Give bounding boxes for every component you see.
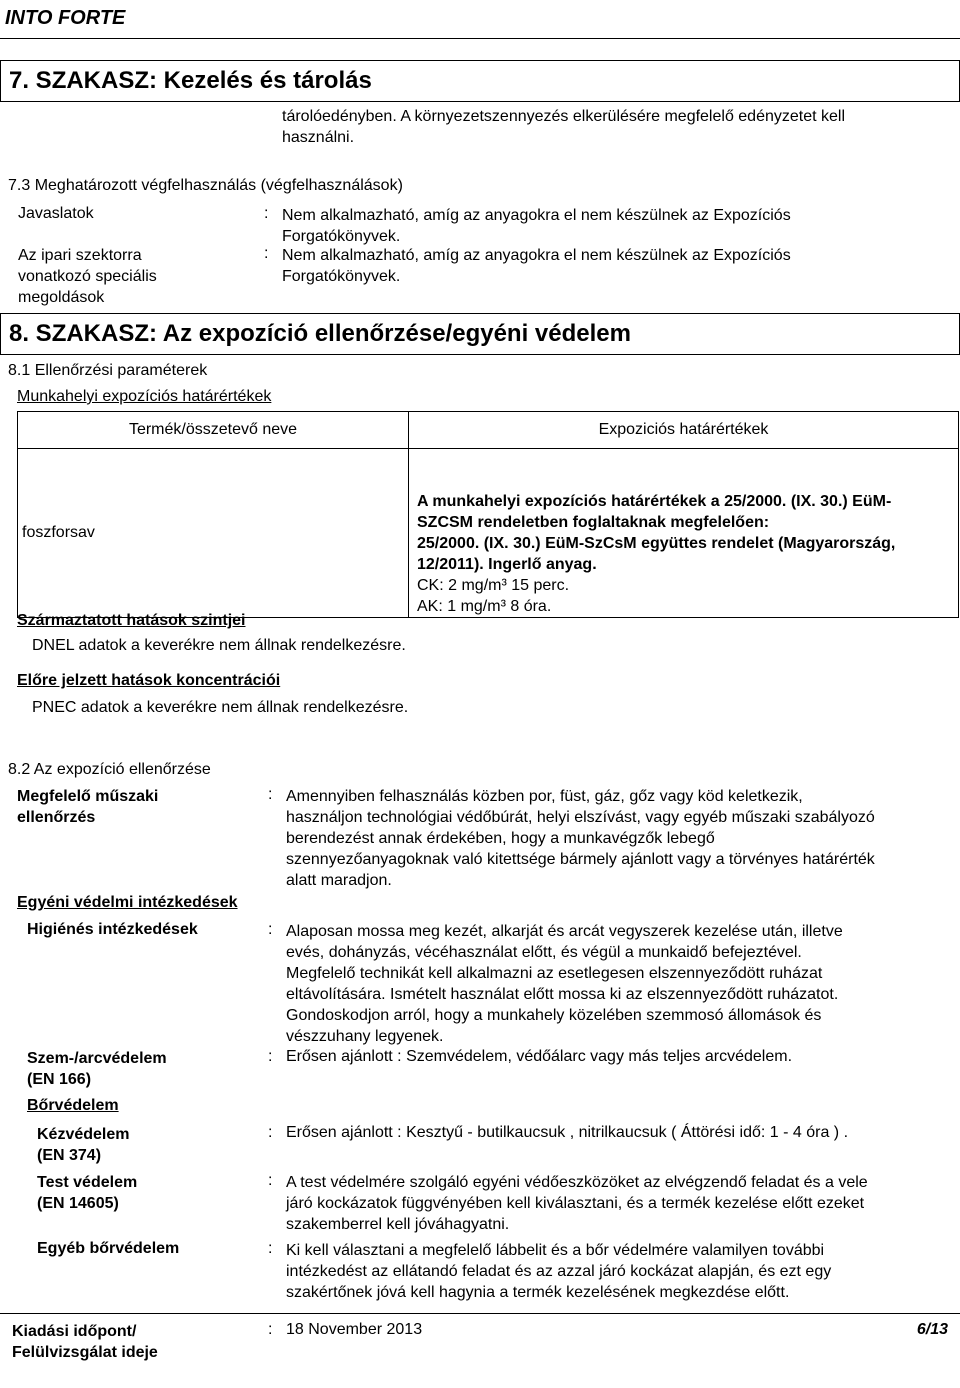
column-header: Expoziciós határértékek	[598, 421, 769, 438]
section-7-continuation	[282, 106, 845, 148]
section-7-title: 7. SZAKASZ: Kezelés és tárolás	[9, 67, 372, 94]
eye-protection-value: Erősen ajánlott : Szemvédelem, védőálarc vagy más teljes arcvédelem.	[286, 1048, 793, 1065]
text-line: megoldások	[18, 289, 105, 306]
text-line: eltávolítására. Ismételt használat előtt mossa ki az elszennyeződött ruházatot.	[286, 986, 839, 1003]
colon: :	[264, 245, 269, 262]
recommendations-value	[282, 205, 791, 247]
colon: :	[268, 1240, 273, 1257]
text-line: vészzuhany legyenek.	[286, 1028, 444, 1045]
text-line: Amennyiben felhasználás közben por, füst, gáz, gőz vagy köd keletkezik,	[286, 788, 803, 805]
table-cell-product	[18, 449, 409, 618]
issue-date-value: 18 November 2013	[286, 1321, 423, 1338]
section-8-heading	[0, 313, 960, 355]
eye-protection-label	[27, 1048, 167, 1090]
industry-value	[282, 245, 791, 287]
text-line: Kiadási időpont/	[12, 1323, 137, 1340]
table-cell-limits	[409, 449, 959, 618]
hygiene-value	[286, 921, 843, 1047]
subsection-8-2-title: 8.2 Az expozíció ellenőrzése	[8, 761, 211, 778]
text-line: SZCSM rendeletben foglaltaknak megfelelően:	[417, 514, 770, 531]
recommendations-label: Javaslatok	[18, 205, 94, 222]
text-line: Kézvédelem	[37, 1126, 130, 1143]
text-line: Gondoskodjon arról, hogy a munkahely közelében szemmosó állomások és	[286, 1007, 822, 1024]
text-line: Megfelelő műszaki	[17, 788, 159, 805]
text-line: A test védelmére szolgáló egyéni védőeszközöket az elvégzendő feladat és a vele	[286, 1174, 868, 1191]
section-8-title: 8. SZAKASZ: Az expozíció ellenőrzése/egyéni védelem	[9, 320, 631, 347]
text-line: ellenőrzés	[17, 809, 96, 826]
text-line: szakemberrel kell jóváhagyatni.	[286, 1216, 510, 1233]
text-line: berendezést annak érdekében, hogy a munkavégzők lebegő	[286, 830, 715, 847]
subsection-7-3-title: 7.3 Meghatározott végfelhasználás (végfelhasználások)	[8, 177, 403, 194]
text-line: Nem alkalmazható, amíg az anyagokra el nem készülnek az Expozíciós	[282, 207, 791, 224]
text-line: járó kockázatok függvényében kell kiválasztani, és a termék kezelése előtt ezeket	[286, 1195, 865, 1212]
text-line: A munkahelyi expozíciós határértékek a 25/2000. (IX. 30.) EüM-	[417, 493, 892, 510]
text-line: Megfelelő technikát kell alkalmazni az esetlegesen elszennyeződött ruházat	[286, 965, 823, 982]
colon: :	[268, 1124, 273, 1141]
text-line: Szem-/arcvédelem	[27, 1050, 167, 1067]
text-line: használni.	[282, 129, 355, 146]
text-line: Az ipari szektorra	[18, 247, 142, 264]
footer-divider	[0, 1313, 960, 1314]
text-line: szakértőnek jóvá kell hagynia a termék kezelésének megkezdése előtt.	[286, 1284, 790, 1301]
issue-date-label	[12, 1321, 158, 1363]
product-name: foszforsav	[22, 524, 95, 541]
text-line: Forgatókönyvek.	[282, 268, 401, 285]
colon: :	[268, 1321, 273, 1338]
table-header-limits	[409, 412, 959, 449]
text-line: Nem alkalmazható, amíg az anyagokra el nem készülnek az Expozíciós	[282, 247, 791, 264]
pnec-heading: Előre jelzett hatások koncentrációi	[17, 672, 281, 689]
hand-protection-value: Erősen ajánlott : Kesztyű - butilkaucsuk , nitrilkaucsuk ( Áttörési idő: 1 - 4 óra ) .	[286, 1124, 849, 1141]
colon: :	[264, 205, 269, 222]
section-7-heading	[0, 60, 960, 102]
table-header-product	[18, 412, 409, 449]
pnec-text: PNEC adatok a keverékre nem állnak rendelkezésre.	[32, 699, 409, 716]
text-line: CK: 2 mg/m³ 15 perc.	[417, 577, 570, 594]
engineering-controls-label	[17, 786, 158, 828]
hygiene-label: Higiénés intézkedések	[27, 921, 198, 938]
colon: :	[268, 786, 273, 803]
company-name: INTO FORTE	[5, 7, 126, 29]
body-protection-value	[286, 1172, 868, 1235]
engineering-controls-value	[286, 786, 875, 891]
page-number: 6/13	[916, 1321, 948, 1338]
dnel-text: DNEL adatok a keverékre nem állnak rendelkezésre.	[32, 637, 406, 654]
text-line: Forgatókönyvek.	[282, 228, 401, 245]
text-line: alatt maradjon.	[286, 872, 392, 889]
text-line: használjon technológiai védőbúrát, helyi elszívást, vagy egyéb műszaki szabályozó	[286, 809, 875, 826]
text-line: (EN 374)	[37, 1147, 102, 1164]
column-header: Termék/összetevő neve	[128, 421, 298, 438]
colon: :	[268, 1172, 273, 1189]
workplace-limits-heading: Munkahelyi expozíciós határértékek	[17, 388, 272, 405]
skin-protection-heading: Bőrvédelem	[27, 1097, 119, 1114]
text-line: evés, dohányzás, vécéhasználat előtt, és végül a munkaidő befejeztével.	[286, 944, 802, 961]
document-header	[0, 0, 960, 39]
table-row	[18, 449, 959, 618]
colon: :	[268, 921, 273, 938]
text-line: Test védelem	[37, 1174, 138, 1191]
text-line: intézkedést az ellátandó feladat és az azzal járó kockázat alapján, és ezt egy	[286, 1263, 832, 1280]
exposure-limits-table	[17, 411, 959, 618]
text-line: (EN 166)	[27, 1071, 92, 1088]
text-line: Felülvizsgálat ideje	[12, 1344, 158, 1361]
text-line: 25/2000. (IX. 30.) EüM-SzCsM együttes rendelet (Magyarország,	[417, 535, 896, 552]
subsection-8-1-title: 8.1 Ellenőrzési paraméterek	[8, 362, 208, 379]
text-line: Ki kell választani a megfelelő lábbelit és a bőr védelmére valamilyen további	[286, 1242, 825, 1259]
colon: :	[268, 1048, 273, 1065]
industry-label	[18, 245, 157, 308]
text-line: tárolóedényben. A környezetszennyezés elkerülésére megfelelő edényzetet kell	[282, 108, 846, 125]
personal-protection-heading: Egyéni védelmi intézkedések	[17, 894, 238, 911]
other-skin-protection-value	[286, 1240, 831, 1303]
text-line: 12/2011). Ingerlő anyag.	[417, 556, 597, 573]
dnel-heading: Származtatott hatások szintjei	[17, 612, 246, 629]
text-line: AK: 1 mg/m³ 8 óra.	[417, 598, 552, 615]
text-line: Alaposan mossa meg kezét, alkarját és arcát vegyszerek kezelése után, illetve	[286, 923, 843, 940]
text-line: vonatkozó speciális	[18, 268, 157, 285]
hand-protection-label	[37, 1124, 130, 1166]
text-line: (EN 14605)	[37, 1195, 119, 1212]
text-line: szennyezőanyagoknak való kitettsége bármely ajánlott vagy a törvényes határérték	[286, 851, 875, 868]
body-protection-label	[37, 1172, 137, 1214]
other-skin-protection-label: Egyéb bőrvédelem	[37, 1240, 180, 1257]
